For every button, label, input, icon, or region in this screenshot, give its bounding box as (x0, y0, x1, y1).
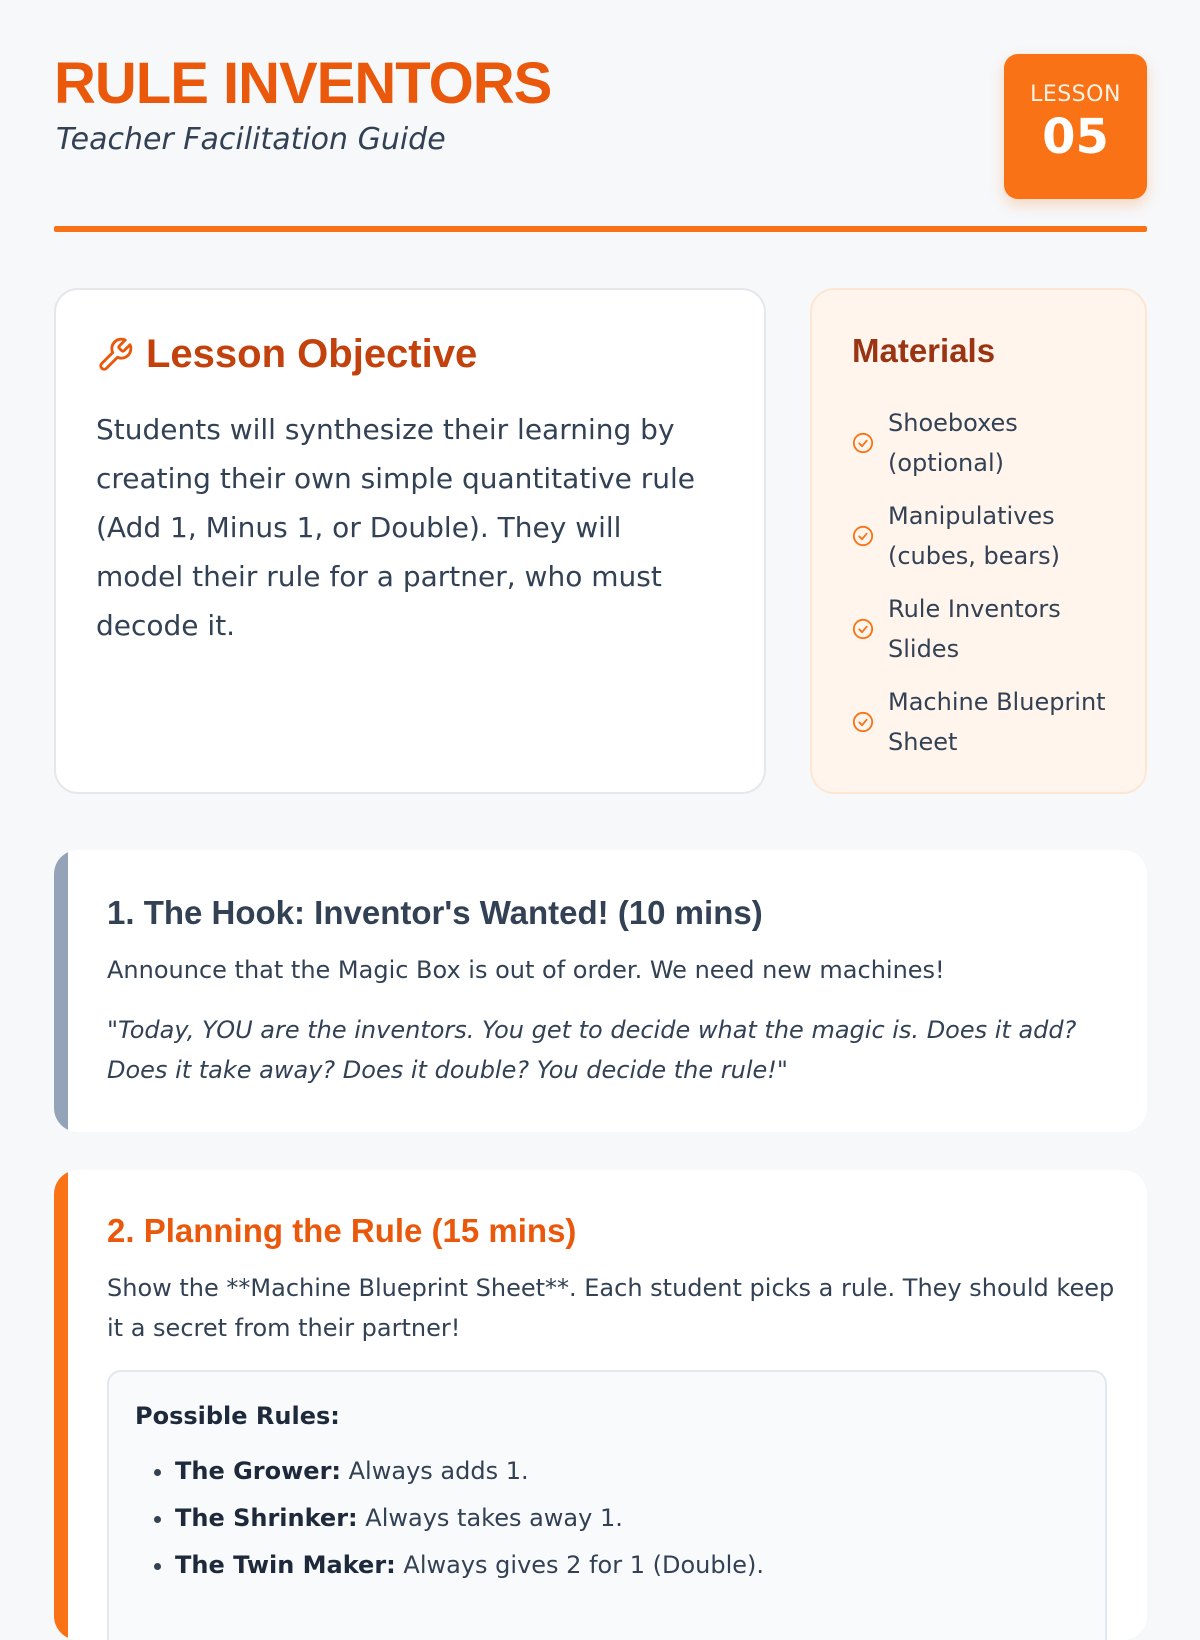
objective-card (54, 288, 766, 794)
rule-description: Always takes away 1. (365, 1504, 623, 1532)
section-hook (54, 850, 1147, 1132)
check-circle-icon (852, 432, 874, 454)
check-circle-icon (852, 711, 874, 733)
section-text: Show the **Machine Blueprint Sheet**. Each student picks a rule. They should keep it a secret from their partner! (107, 1274, 1115, 1342)
lesson-badge (1004, 54, 1147, 199)
lesson-page (54, 0, 1147, 1579)
materials-item (852, 396, 1122, 489)
materials-item-label: Machine Blueprint Sheet (888, 687, 1106, 756)
list-item (175, 1495, 1075, 1542)
check-circle-icon (852, 618, 874, 640)
materials-list (852, 396, 1122, 768)
section-planning (54, 1170, 1147, 1640)
page-subtitle: Teacher Facilitation Guide (56, 122, 446, 157)
section-text: Announce that the Magic Box is out of order. We need new machines! (107, 956, 945, 984)
materials-item-label: Shoeboxes (optional) (888, 408, 1018, 477)
rule-name: The Grower: (175, 1457, 341, 1485)
materials-item (852, 675, 1122, 768)
rule-description: Always adds 1. (348, 1457, 529, 1485)
page-title: RULE INVENTORS (54, 51, 552, 116)
lesson-number: 05 (1042, 109, 1109, 165)
rule-description: Always gives 2 for 1 (Double). (403, 1551, 765, 1579)
header-divider (54, 226, 1147, 232)
materials-item (852, 489, 1122, 582)
objective-header (96, 332, 477, 377)
page-header (54, 0, 1147, 232)
objective-text: Students will synthesize their learning by creating their own simple quantitative rule (Add 1, Minus 1, or Double). They will model their rule for a partner, who must decode it. (96, 413, 696, 642)
materials-item-label: Manipulatives (cubes, bears) (888, 501, 1060, 570)
wrench-icon (96, 336, 134, 374)
check-circle-icon (852, 525, 874, 547)
materials-card (810, 288, 1147, 794)
list-item (175, 1542, 1075, 1589)
rule-name: The Shrinker: (175, 1504, 358, 1532)
section-title: 2. Planning the Rule (15 mins) (107, 1212, 577, 1249)
materials-title: Materials (852, 332, 996, 369)
rule-name: The Twin Maker: (175, 1551, 396, 1579)
possible-rules-list (135, 1448, 1075, 1589)
materials-item (852, 582, 1122, 675)
list-item (175, 1448, 1075, 1495)
materials-item-label: Rule Inventors Slides (888, 594, 1061, 663)
teacher-script-quote: "Today, YOU are the inventors. You get to decide what the magic is. Does it add? Does it take away? Does it double? You decide the rule!" (107, 1016, 1077, 1084)
lesson-label: LESSON (1030, 82, 1121, 107)
objective-title: Lesson Objective (146, 332, 478, 376)
section-title: 1. The Hook: Inventor's Wanted! (10 mins) (107, 894, 763, 931)
possible-rules-heading: Possible Rules: (135, 1402, 340, 1430)
